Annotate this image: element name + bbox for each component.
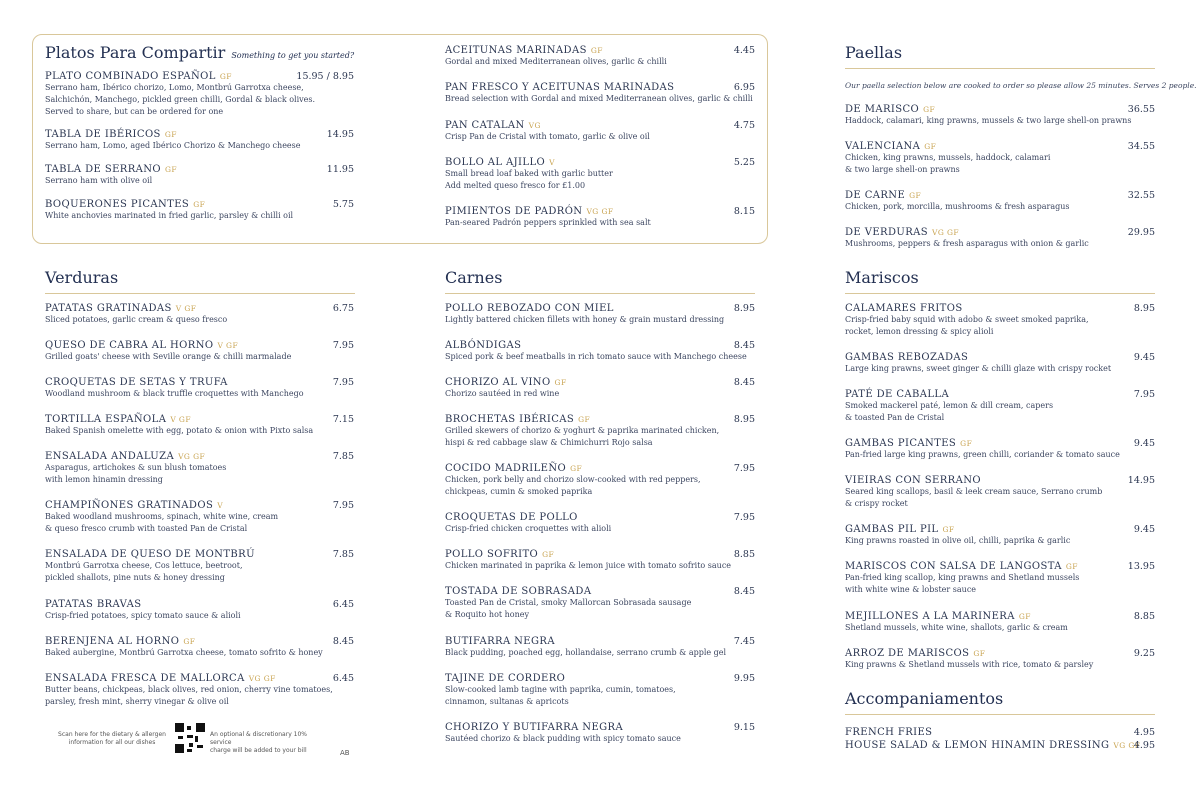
menu-item-name (45, 549, 255, 560)
dish-description: rocket, lemon dressing & spicy alioli (845, 327, 994, 336)
menu-item-name (45, 199, 293, 210)
dish-price: 6.45 (332, 599, 354, 610)
dish-price: 13.95 (1127, 561, 1155, 572)
section-subtitle: Something to get you started? (231, 51, 355, 60)
menu-item-name (45, 164, 177, 175)
dietary-tag: GF (542, 550, 555, 559)
dietary-tag: V (549, 158, 555, 167)
dish-description: cinnamon, sultanas & apricots (445, 697, 569, 706)
dish-name: DE VERDURAS (845, 227, 928, 238)
dietary-tag: GF (923, 105, 936, 114)
dish-price: 7.95 (332, 500, 354, 511)
dish-name: ALBÓNDIGAS (445, 340, 522, 351)
dish-description: Spiced pork & beef meatballs in rich tomato sauce with Manchego cheese (445, 352, 747, 361)
menu-item-name (45, 500, 278, 511)
dietary-tag: V GF (217, 341, 239, 350)
menu-item (45, 129, 301, 152)
menu-item (845, 141, 1050, 176)
menu-item (45, 500, 278, 535)
dish-name: ENSALADA ANDALUZA (45, 451, 175, 462)
dish-price: 7.45 (733, 636, 755, 647)
qr-code-icon[interactable] (175, 723, 205, 753)
dish-name: COCIDO MADRILEÑO (445, 463, 567, 474)
dish-description: Chicken, pork belly and chorizo slow-cooked with red peppers, (445, 475, 701, 484)
menu-item-name (845, 524, 1070, 535)
menu-item (445, 673, 676, 708)
dish-description: Woodland mushroom & black truffle croquettes with Manchego (45, 389, 304, 398)
dish-name: CHAMPIÑONES GRATINADOS (45, 500, 214, 511)
dish-price: 8.45 (733, 377, 755, 388)
dish-price: 9.45 (1133, 352, 1155, 363)
dish-description: Shetland mussels, white wine, shallots, garlic & cream (845, 623, 1068, 632)
dish-description: Baked aubergine, Montbrú Garrotxa cheese, tomato sofrito & honey (45, 648, 323, 657)
dish-name: TORTILLA ESPAÑOLA (45, 414, 167, 425)
menu-item-name (445, 206, 651, 217)
dish-description: Black pudding, poached egg, hollandaise, serrano crumb & apple gel (445, 648, 727, 657)
dish-price: 7.15 (332, 414, 354, 425)
dish-name: POLLO SOFRITO (445, 549, 539, 560)
dish-description: Grilled skewers of chorizo & yoghurt & paprika marinated chicken, (445, 426, 720, 435)
dish-price: 9.45 (1133, 524, 1155, 535)
dish-description: Mushrooms, peppers & fresh asparagus with onion & garlic (845, 239, 1089, 248)
menu-item (845, 104, 1131, 127)
dietary-tag: GF (219, 72, 232, 81)
menu-item-name (845, 303, 1089, 314)
dish-name: PAN CATALAN (445, 120, 525, 131)
dish-description: Serrano ham with olive oil (45, 176, 153, 185)
menu-item-name (445, 157, 613, 168)
dish-price: 4.75 (733, 120, 755, 131)
menu-item-name (445, 512, 611, 523)
dietary-tag: VG GF (586, 207, 614, 216)
dish-description: Large king prawns, sweet ginger & chilli glaze with crispy rocket (845, 364, 1112, 373)
section-heading (845, 43, 902, 62)
dish-description: Chicken marinated in paprika & lemon juice with tomato sofrito sauce (445, 561, 732, 570)
menu-item (445, 157, 613, 192)
menu-item (845, 352, 1111, 375)
dish-price: 8.85 (733, 549, 755, 560)
dish-name: CROQUETAS DE SETAS Y TRUFA (45, 377, 228, 388)
dish-name: BERENJENA AL HORNO (45, 636, 180, 647)
menu-item (45, 549, 255, 584)
dish-description: Salchichón, Manchego, pickled green chilli, Gordal & black olives. (45, 95, 316, 104)
dish-description: Crisp-fried baby squid with adobo & sweet smoked paprika, (845, 315, 1089, 324)
menu-item (845, 389, 1053, 424)
dish-description: Serrano ham, Lomo, aged Ibérico Chorizo & Manchego cheese (45, 141, 301, 150)
section-title: Paellas (845, 43, 903, 62)
dish-name: TOSTADA DE SOBRASADA (445, 586, 592, 597)
dish-price: 9.95 (733, 673, 755, 684)
dish-description: Serrano ham, Ibérico chorizo, Lomo, Montbrú Garrotxa cheese, (45, 83, 304, 92)
section-title: Mariscos (845, 268, 919, 287)
menu-item-name (445, 636, 726, 647)
menu-item-name (445, 340, 747, 351)
menu-item-name (845, 190, 1069, 201)
dietary-tag: GF (1018, 612, 1031, 621)
dietary-tag: VG (528, 121, 541, 130)
dish-name: BROCHETAS IBÉRICAS (445, 414, 575, 425)
dish-name: ACEITUNAS MARINADAS (445, 45, 587, 56)
dish-price: 7.95 (332, 340, 354, 351)
dish-name: TABLA DE IBÉRICOS (45, 129, 161, 140)
menu-item-name (845, 648, 1093, 659)
dietary-tag: GF (1065, 562, 1078, 571)
dish-name: VALENCIANA (845, 141, 921, 152)
section-divider (45, 293, 355, 294)
menu-item-name (445, 45, 667, 56)
menu-item-name (845, 352, 1111, 363)
dish-name: ENSALADA FRESCA DE MALLORCA (45, 673, 245, 684)
menu-item (445, 82, 753, 105)
menu-item-name (445, 377, 567, 388)
dish-price: 11.95 (326, 164, 354, 175)
dish-price: 14.95 (326, 129, 354, 140)
menu-item-name (845, 438, 1120, 449)
dish-price: 8.85 (1133, 611, 1155, 622)
menu-item-name (445, 82, 753, 93)
dish-price: 6.75 (332, 303, 354, 314)
menu-item-name (845, 389, 1053, 400)
dish-name: PATÉ DE CABALLA (845, 389, 950, 400)
dish-description: Butter beans, chickpeas, black olives, red onion, cherry vine tomatoes, (45, 685, 333, 694)
menu-item (845, 740, 1140, 751)
dish-name: TAJINE DE CORDERO (445, 673, 566, 684)
dish-name: POLLO REBOZADO CON MIEL (445, 303, 614, 314)
dish-name: BUTIFARRA NEGRA (445, 636, 555, 647)
menu-item (45, 71, 315, 118)
dietary-tag: V GF (175, 304, 197, 313)
dish-description: Baked woodland mushrooms, spinach, white wine, cream (45, 512, 279, 521)
menu-item (845, 190, 1069, 213)
dietary-tag: GF (193, 200, 206, 209)
menu-item-name (845, 727, 932, 738)
section-title: Verduras (45, 268, 119, 287)
menu-item-name (45, 451, 226, 462)
dish-name: DE CARNE (845, 190, 906, 201)
section-heading (845, 689, 1003, 708)
dish-price: 8.95 (1133, 303, 1155, 314)
dish-price: 8.45 (332, 636, 354, 647)
dish-description: Gordal and mixed Mediterranean olives, garlic & chilli (445, 57, 667, 66)
menu-item (45, 414, 313, 437)
dietary-tag: GF (973, 649, 986, 658)
menu-item-name (45, 673, 333, 684)
dish-description: & Roquito hot honey (445, 610, 530, 619)
menu-item-name (45, 129, 301, 140)
menu-item (445, 303, 724, 326)
dish-price: 6.95 (733, 82, 755, 93)
menu-item (445, 586, 691, 621)
menu-item (445, 340, 747, 363)
dish-name: PAN FRESCO Y ACEITUNAS MARINADAS (445, 82, 675, 93)
dish-description: Slow-cooked lamb tagine with paprika, cumin, tomatoes, (445, 685, 676, 694)
dish-description: hispi & red cabbage slaw & Chimichurri Rojo salsa (445, 438, 653, 447)
dish-description: & queso fresco crumb with toasted Pan de Cristal (45, 524, 248, 533)
menu-item-name (45, 636, 323, 647)
dish-price: 32.55 (1127, 190, 1155, 201)
dish-name: DE MARISCO (845, 104, 920, 115)
dish-description: Crisp-fried potatoes, spicy tomato sauce & alioli (45, 611, 241, 620)
section-heading (45, 43, 354, 62)
dish-description: Chicken, king prawns, mussels, haddock, calamari (845, 153, 1051, 162)
dish-price: 7.95 (332, 377, 354, 388)
dish-description: Toasted Pan de Cristal, smoky Mallorcan Sobrasada sausage (445, 598, 692, 607)
dish-name: CROQUETAS DE POLLO (445, 512, 578, 523)
section-heading (445, 268, 502, 287)
dish-description: Pan-fried king scallop, king prawns and Shetland mussels (845, 573, 1080, 582)
paella-note: Our paella selection below are cooked to order so please allow 25 minutes. Serves 2 people. (845, 81, 1197, 90)
menu-item-name (445, 414, 719, 425)
dish-name: PATATAS GRATINADAS (45, 303, 172, 314)
dish-description: Chicken, pork, morcilla, mushrooms & fresh asparagus (845, 202, 1070, 211)
menu-item-name (45, 303, 227, 314)
menu-item-name (845, 561, 1079, 572)
dish-description: & two large shell-on prawns (845, 165, 960, 174)
dietary-tag: VG GF (1113, 741, 1141, 750)
dish-price: 4.95 (1133, 740, 1155, 751)
dietary-tag: GF (590, 46, 603, 55)
dish-name: GAMBAS PIL PIL (845, 524, 939, 535)
dish-description: pickled shallots, pine nuts & honey dressing (45, 573, 225, 582)
menu-item-name (845, 740, 1140, 751)
dish-price: 8.15 (733, 206, 755, 217)
dish-price: 5.25 (733, 157, 755, 168)
menu-item (45, 340, 291, 363)
menu-item (845, 475, 1102, 510)
section-heading (45, 268, 118, 287)
dish-description: Served to share, but can be ordered for one (45, 107, 224, 116)
dish-name: ENSALADA DE QUESO DE MONTBRÚ (45, 549, 255, 560)
dietary-tag: GF (165, 165, 178, 174)
menu-item (45, 377, 304, 400)
menu-item (845, 648, 1093, 671)
menu-item (845, 727, 932, 738)
dish-description: King prawns & Shetland mussels with rice, tomato & parsley (845, 660, 1094, 669)
menu-item (445, 414, 719, 449)
dish-description: with white wine & lobster sauce (845, 585, 977, 594)
dish-description: Crisp Pan de Cristal with tomato, garlic & olive oil (445, 132, 650, 141)
dietary-tag: GF (554, 378, 567, 387)
menu-item (445, 45, 667, 68)
dish-price: 7.95 (733, 512, 755, 523)
menu-item (45, 599, 241, 622)
dish-price: 14.95 (1127, 475, 1155, 486)
menu-item (845, 524, 1070, 547)
dietary-tag: VG GF (932, 228, 959, 237)
menu-item (845, 438, 1120, 461)
dish-name: ARROZ DE MARISCOS (845, 648, 970, 659)
dish-price: 7.95 (1133, 389, 1155, 400)
dietary-tag: GF (960, 439, 973, 448)
menu-item (445, 512, 611, 535)
menu-item (845, 303, 1089, 338)
dish-price: 8.45 (733, 340, 755, 351)
dish-name: BOQUERONES PICANTES (45, 199, 190, 210)
menu-item-name (845, 104, 1131, 115)
dish-description: Pan-fried large king prawns, green chilli, coriander & tomato sauce (845, 450, 1120, 459)
dish-description: chickpeas, cumin & smoked paprika (445, 487, 593, 496)
dish-name: VIEIRAS CON SERRANO (845, 475, 981, 486)
dish-name: CALAMARES FRITOS (845, 303, 963, 314)
dish-price: 4.45 (733, 45, 755, 56)
dish-description: with lemon hinamin dressing (45, 475, 163, 484)
menu-item-name (445, 586, 691, 597)
dietary-tag: GF (164, 130, 177, 139)
dish-price: 8.45 (733, 586, 755, 597)
dietary-tag: VG GF (178, 452, 206, 461)
menu-item-name (45, 414, 313, 425)
dish-price: 29.95 (1127, 227, 1155, 238)
section-title: Accompaniamentos (845, 689, 1004, 708)
dish-description: Montbrú Garrotxa cheese, Cos lettuce, beetroot, (45, 561, 243, 570)
dish-name: CHORIZO AL VINO (445, 377, 551, 388)
dish-price: 15.95 / 8.95 (296, 71, 354, 82)
menu-item-name (445, 303, 724, 314)
section-divider (445, 293, 755, 294)
dish-description: Smoked mackerel paté, lemon & dill cream, capers (845, 401, 1054, 410)
dish-description: & toasted Pan de Cristal (845, 413, 945, 422)
dish-description: White anchovies marinated in fried garlic, parsley & chilli oil (45, 211, 294, 220)
dietary-tag: GF (942, 525, 955, 534)
menu-item (445, 120, 650, 143)
dish-name: PATATAS BRAVAS (45, 599, 142, 610)
menu-item-name (445, 549, 731, 560)
section-title: Platos Para Compartir (45, 43, 226, 62)
dish-description: parsley, fresh mint, sherry vinegar & olive oil (45, 697, 229, 706)
dish-description: Bread selection with Gordal and mixed Mediterranean olives, garlic & chilli (445, 94, 753, 103)
dietary-tag: V GF (170, 415, 191, 424)
dish-price: 9.25 (1133, 648, 1155, 659)
dish-price: 9.45 (1133, 438, 1155, 449)
dish-description: Seared king scallops, basil & leek cream sauce, Serrano crumb (845, 487, 1103, 496)
dietary-tag: GF (578, 415, 591, 424)
dish-price: 9.15 (733, 722, 755, 733)
dish-name: PIMIENTOS DE PADRÓN (445, 206, 583, 217)
dish-description: & crispy rocket (845, 499, 908, 508)
menu-item (445, 636, 726, 659)
menu-item (445, 463, 701, 498)
dietary-tag: GF (570, 464, 583, 473)
dish-name: HOUSE SALAD & LEMON HINAMIN DRESSING (845, 740, 1110, 751)
dish-price: 8.95 (733, 414, 755, 425)
dish-description: Asparagus, artichokes & sun blush tomatoes (45, 463, 227, 472)
menu-item-name (845, 611, 1068, 622)
dish-name: GAMBAS PICANTES (845, 438, 957, 449)
dish-name: GAMBAS REBOZADAS (845, 352, 969, 363)
menu-item-name (445, 120, 650, 131)
dish-description: Add melted queso fresco for £1.00 (445, 181, 586, 190)
menu-item (45, 451, 226, 486)
dietary-tag: GF (183, 637, 196, 646)
dish-price: 34.55 (1127, 141, 1155, 152)
menu-item (45, 199, 293, 222)
dish-description: Pan-seared Padrón peppers sprinkled with sea salt (445, 218, 651, 227)
menu-code: AB (340, 749, 350, 757)
menu-item-name (45, 71, 315, 82)
dish-price: 4.95 (1133, 727, 1155, 738)
dish-description: Lightly battered chicken fillets with honey & grain mustard dressing (445, 315, 725, 324)
menu-item-name (45, 599, 241, 610)
menu-item-name (845, 475, 1102, 486)
menu-item-name (445, 673, 676, 684)
dish-price: 8.95 (733, 303, 755, 314)
menu-item (45, 673, 333, 708)
menu-item (45, 164, 177, 187)
menu-item-name (445, 722, 681, 733)
menu-item-name (845, 141, 1050, 152)
dish-description: Chorizo sautéed in red wine (445, 389, 560, 398)
dish-name: MARISCOS CON SALSA DE LANGOSTA (845, 561, 1062, 572)
dish-description: King prawns roasted in olive oil, chilli, paprika & garlic (845, 536, 1071, 545)
menu-item-name (445, 463, 701, 474)
menu-item (445, 549, 731, 572)
section-heading (845, 268, 919, 287)
section-divider (845, 293, 1155, 294)
menu-item (445, 206, 651, 229)
dish-name: TABLA DE SERRANO (45, 164, 162, 175)
dish-price: 7.85 (332, 451, 354, 462)
dish-description: Haddock, calamari, king prawns, mussels & two large shell-on prawns (845, 116, 1132, 125)
menu-item (845, 611, 1068, 634)
dish-description: Sautéed chorizo & black pudding with spicy tomato sauce (445, 734, 681, 743)
dietary-info-text: Scan here for the dietary & allergen information for all our dishes (58, 731, 166, 746)
dietary-tag: GF (909, 191, 922, 200)
dietary-tag: V (217, 501, 224, 510)
menu-item-name (45, 377, 304, 388)
menu-item-name (45, 340, 291, 351)
dish-name: FRENCH FRIES (845, 727, 933, 738)
dish-name: CHORIZO Y BUTIFARRA NEGRA (445, 722, 624, 733)
menu-item-name (845, 227, 1089, 238)
service-charge-text: An optional & discretionary 10% service charge will be added to your bill (210, 731, 307, 754)
dish-description: Crisp-fried chicken croquettes with alioli (445, 524, 612, 533)
section-title: Carnes (445, 268, 503, 287)
dietary-tag: GF (924, 142, 937, 151)
dish-price: 7.85 (332, 549, 354, 560)
menu-item (445, 722, 681, 745)
menu-item (45, 636, 323, 659)
section-divider (845, 68, 1155, 69)
dish-description: Sliced potatoes, garlic cream & queso fresco (45, 315, 228, 324)
section-divider (845, 714, 1155, 715)
dish-price: 36.55 (1127, 104, 1155, 115)
menu-item (845, 561, 1079, 596)
menu-item (45, 303, 227, 326)
dish-price: 7.95 (733, 463, 755, 474)
dish-description: Grilled goats' cheese with Seville orange & chilli marmalade (45, 352, 292, 361)
dish-name: BOLLO AL AJILLO (445, 157, 546, 168)
menu-item (445, 377, 567, 400)
dish-name: QUESO DE CABRA AL HORNO (45, 340, 214, 351)
dietary-tag: VG GF (248, 674, 276, 683)
dish-price: 6.45 (332, 673, 354, 684)
dish-description: Baked Spanish omelette with egg, potato & onion with Pixto salsa (45, 426, 314, 435)
dish-name: PLATO COMBINADO ESPAÑOL (45, 71, 216, 82)
dish-name: MEJILLONES A LA MARINERA (845, 611, 1015, 622)
dish-description: Small bread loaf baked with garlic butter (445, 169, 613, 178)
menu-item (845, 227, 1089, 250)
dish-price: 5.75 (332, 199, 354, 210)
